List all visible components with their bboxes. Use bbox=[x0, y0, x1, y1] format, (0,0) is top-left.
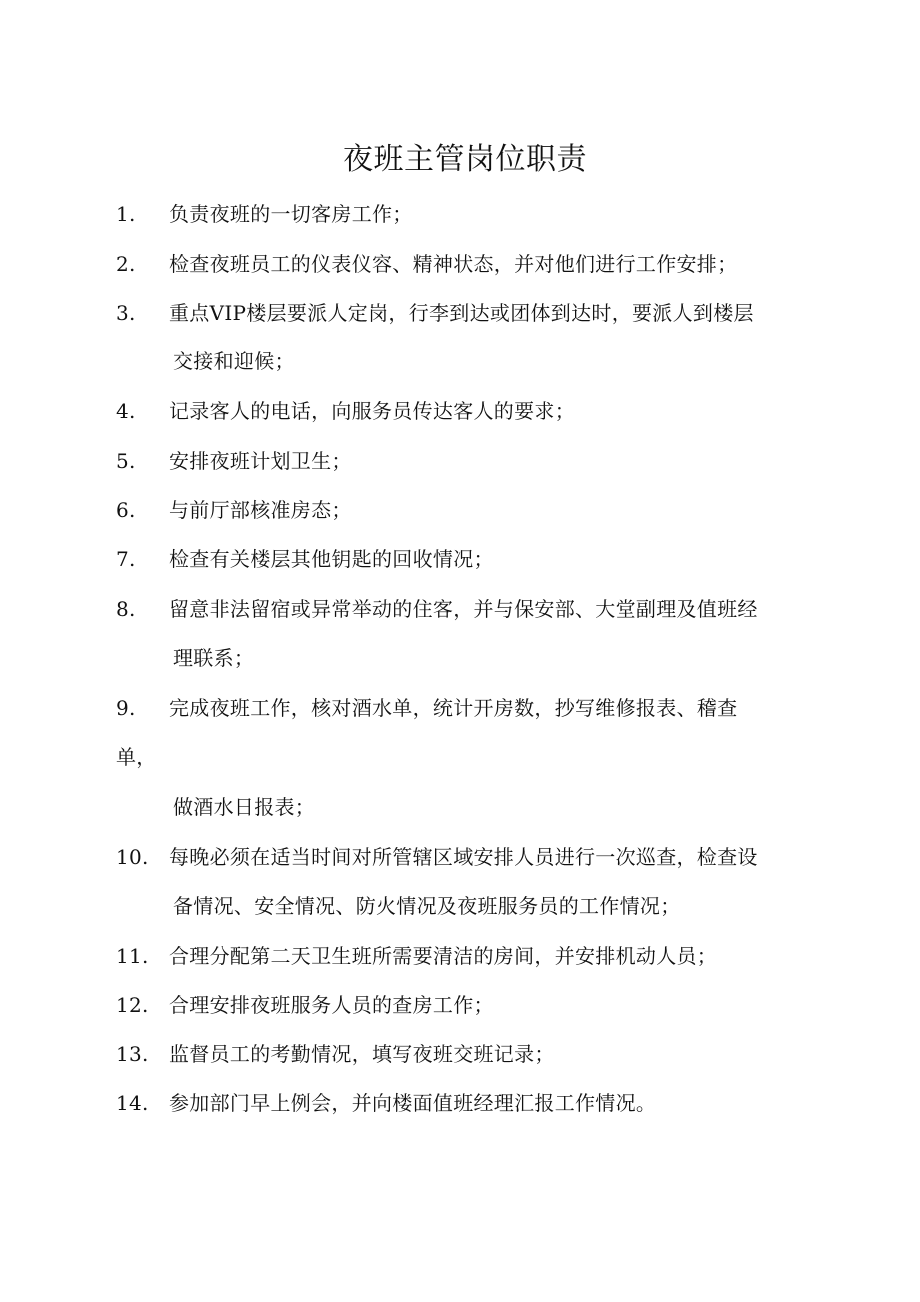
item-number: 9. bbox=[116, 696, 136, 720]
item-text: 重点VIP楼层要派人定岗，行李到达或团体到达时，要派人到楼层 bbox=[169, 301, 754, 325]
item-number: 12. bbox=[116, 993, 149, 1017]
item-number: 3. bbox=[116, 301, 136, 325]
item-continuation-text: 理联系； bbox=[173, 646, 255, 670]
item-text: 合理分配第二天卫生班所需要清洁的房间，并安排机动人员； bbox=[169, 944, 718, 968]
item-text: 合理安排夜班服务人员的查房工作； bbox=[169, 993, 494, 1017]
item-number: 13. bbox=[116, 1042, 149, 1066]
item-number: 10. bbox=[116, 845, 149, 869]
item-text: 检查有关楼层其他钥匙的回收情况； bbox=[169, 547, 494, 571]
item-text: 留意非法留宿或异常举动的住客，并与保安部、大堂副理及值班经 bbox=[169, 597, 758, 621]
item-text: 完成夜班工作，核对酒水单，统计开房数，抄写维修报表、稽查 bbox=[169, 696, 738, 720]
item-text: 负责夜班的一切客房工作； bbox=[169, 202, 413, 226]
item-number: 6. bbox=[116, 498, 136, 522]
item-number: 4. bbox=[116, 399, 136, 423]
item-number: 5. bbox=[116, 449, 136, 473]
item-continuation-text: 做酒水日报表； bbox=[173, 795, 316, 819]
item-number: 8. bbox=[116, 597, 136, 621]
item-text: 安排夜班计划卫生； bbox=[169, 449, 352, 473]
item-number: 7. bbox=[116, 547, 136, 571]
item-continuation-text: 备情况、安全情况、防火情况及夜班服务员的工作情况； bbox=[173, 894, 681, 918]
item-number: 11. bbox=[116, 944, 149, 968]
item-text: 监督员工的考勤情况，填写夜班交班记录； bbox=[169, 1042, 555, 1066]
item-text: 记录客人的电话，向服务员传达客人的要求； bbox=[169, 399, 575, 423]
item-text: 每晚必须在适当时间对所管辖区域安排人员进行一次巡查，检查设 bbox=[169, 845, 758, 869]
item-number: 14. bbox=[116, 1091, 149, 1115]
item-continuation-text: 交接和迎候； bbox=[173, 349, 295, 373]
item-number: 1. bbox=[116, 202, 136, 226]
item-text: 与前厅部核准房态； bbox=[169, 498, 352, 522]
page-title: 夜班主管岗位职责 bbox=[343, 142, 587, 177]
item-wrap-text: 单， bbox=[116, 745, 157, 769]
item-text: 参加部门早上例会，并向楼面值班经理汇报工作情况。 bbox=[169, 1091, 657, 1115]
item-number: 2. bbox=[116, 252, 136, 276]
item-text: 检查夜班员工的仪表仪容、精神状态，并对他们进行工作安排； bbox=[169, 252, 738, 276]
